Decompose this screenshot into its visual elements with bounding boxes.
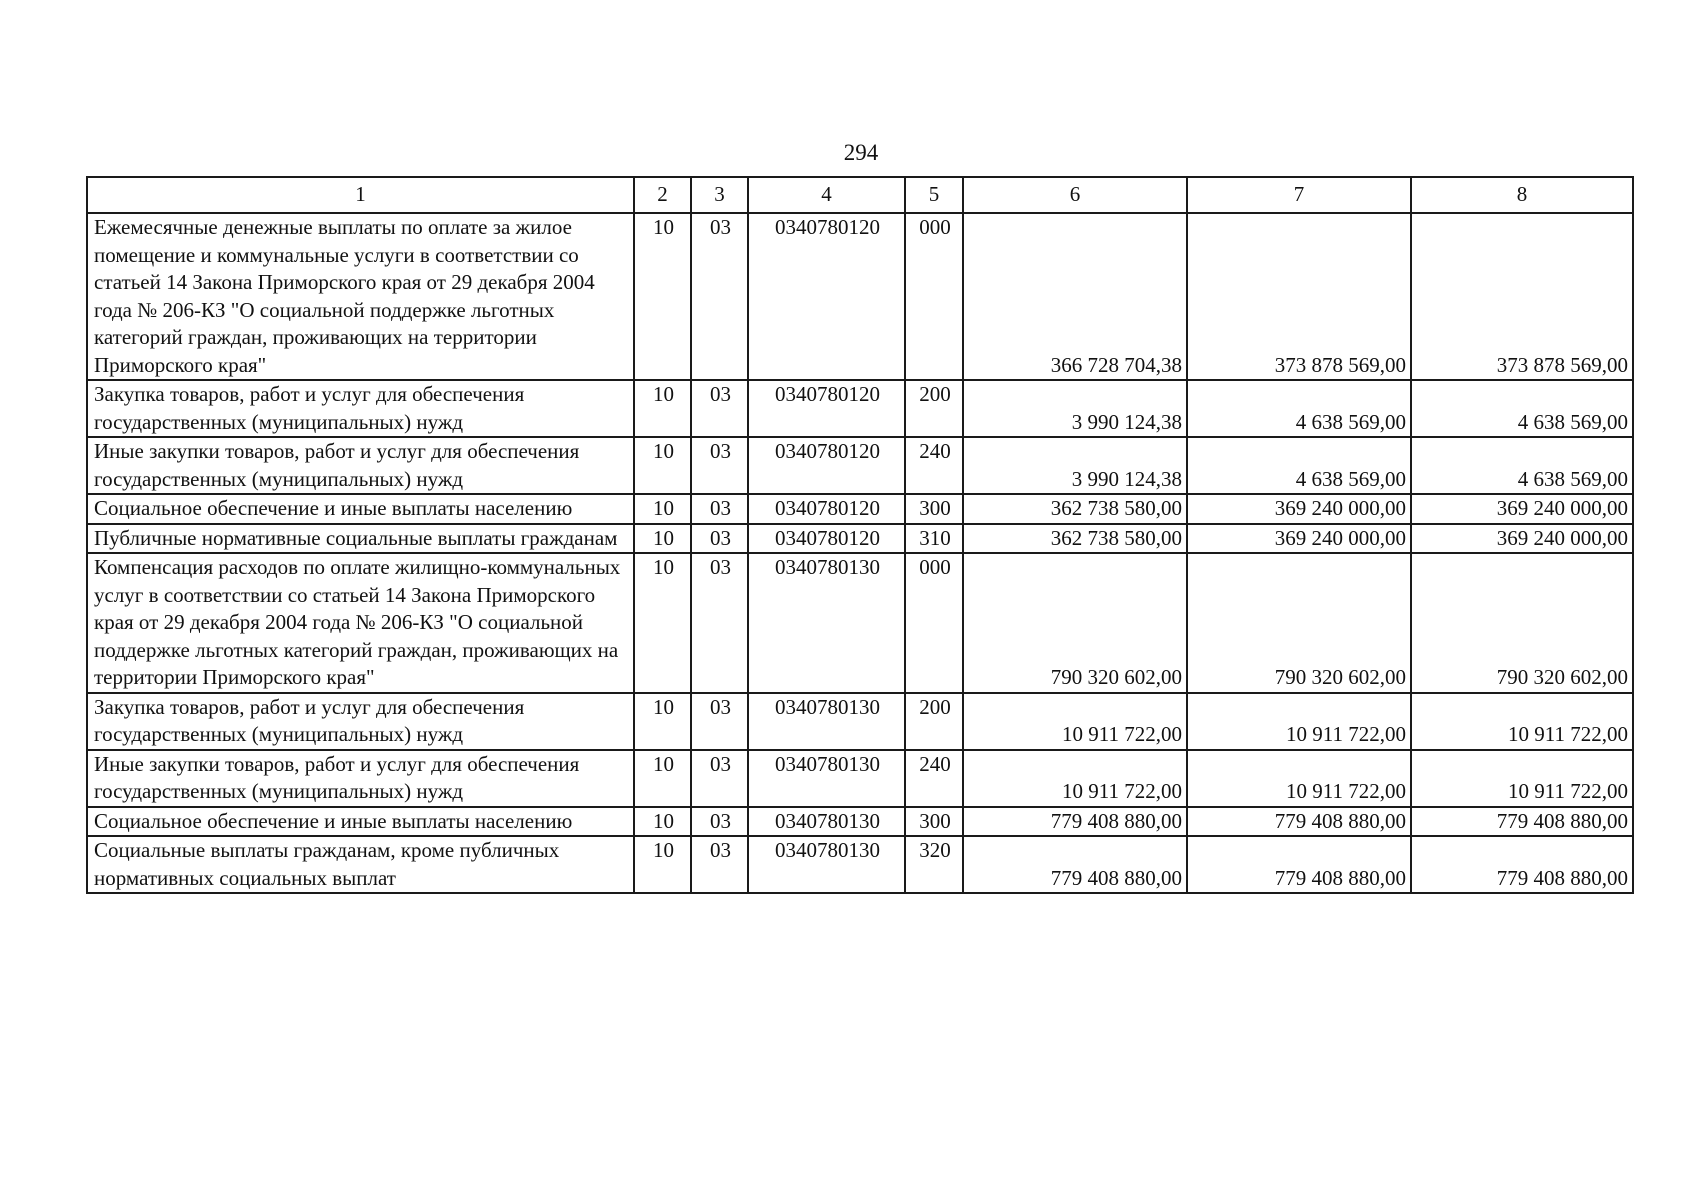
header-cell-2: 2 [634, 177, 691, 213]
table-row [87, 437, 1633, 494]
target-article-cell: 0340780130 [748, 836, 905, 893]
subsection-code-cell: 03 [691, 553, 748, 693]
table-row [87, 693, 1633, 750]
amount-cell-6: 3 990 124,38 [963, 380, 1187, 437]
header-cell-3: 3 [691, 177, 748, 213]
amount-cell-7: 790 320 602,00 [1187, 553, 1411, 693]
amount-cell-6: 366 728 704,38 [963, 213, 1187, 380]
row-name-cell: Социальное обеспечение и иные выплаты населению [87, 494, 634, 524]
section-code-cell: 10 [634, 553, 691, 693]
expense-type-cell: 320 [905, 836, 963, 893]
row-name-cell: Ежемесячные денежные выплаты по оплате за жилое помещение и коммунальные услуги в соответствии со статьей 14 Закона Приморского края от 29 декабря 2004 года № 206-КЗ "О социальной поддержке льготных категорий граждан, проживающих на территории Приморского края" [87, 213, 634, 380]
section-code-cell: 10 [634, 750, 691, 807]
amount-cell-7: 4 638 569,00 [1187, 437, 1411, 494]
expense-type-cell: 310 [905, 524, 963, 554]
section-code-cell: 10 [634, 836, 691, 893]
row-name-cell: Социальные выплаты гражданам, кроме публичных нормативных социальных выплат [87, 836, 634, 893]
amount-cell-7: 4 638 569,00 [1187, 380, 1411, 437]
target-article-cell: 0340780130 [748, 807, 905, 837]
amount-cell-6: 10 911 722,00 [963, 750, 1187, 807]
amount-cell-8: 4 638 569,00 [1411, 380, 1633, 437]
header-cell-8: 8 [1411, 177, 1633, 213]
amount-cell-7: 779 408 880,00 [1187, 807, 1411, 837]
header-cell-6: 6 [963, 177, 1187, 213]
expense-type-cell: 000 [905, 553, 963, 693]
amount-cell-6: 3 990 124,38 [963, 437, 1187, 494]
expense-type-cell: 300 [905, 807, 963, 837]
expense-type-cell: 240 [905, 750, 963, 807]
amount-cell-8: 369 240 000,00 [1411, 524, 1633, 554]
target-article-cell: 0340780120 [748, 213, 905, 380]
amount-cell-8: 10 911 722,00 [1411, 693, 1633, 750]
section-code-cell: 10 [634, 437, 691, 494]
subsection-code-cell: 03 [691, 750, 748, 807]
amount-cell-7: 369 240 000,00 [1187, 494, 1411, 524]
section-code-cell: 10 [634, 693, 691, 750]
table-row [87, 524, 1633, 554]
section-code-cell: 10 [634, 494, 691, 524]
table-row [87, 836, 1633, 893]
subsection-code-cell: 03 [691, 836, 748, 893]
table-row [87, 213, 1633, 380]
amount-cell-6: 779 408 880,00 [963, 836, 1187, 893]
section-code-cell: 10 [634, 807, 691, 837]
subsection-code-cell: 03 [691, 693, 748, 750]
target-article-cell: 0340780130 [748, 553, 905, 693]
header-row [87, 177, 1633, 213]
header-cell-1: 1 [87, 177, 634, 213]
expense-type-cell: 200 [905, 693, 963, 750]
subsection-code-cell: 03 [691, 437, 748, 494]
subsection-code-cell: 03 [691, 524, 748, 554]
subsection-code-cell: 03 [691, 807, 748, 837]
amount-cell-8: 4 638 569,00 [1411, 437, 1633, 494]
amount-cell-7: 373 878 569,00 [1187, 213, 1411, 380]
section-code-cell: 10 [634, 524, 691, 554]
amount-cell-6: 362 738 580,00 [963, 494, 1187, 524]
budget-table [86, 176, 1634, 894]
target-article-cell: 0340780130 [748, 750, 905, 807]
page-number: 294 [843, 140, 879, 165]
header-cell-4: 4 [748, 177, 905, 213]
target-article-cell: 0340780130 [748, 693, 905, 750]
target-article-cell: 0340780120 [748, 437, 905, 494]
expense-type-cell: 200 [905, 380, 963, 437]
subsection-code-cell: 03 [691, 213, 748, 380]
row-name-cell: Иные закупки товаров, работ и услуг для обеспечения государственных (муниципальных) нужд [87, 750, 634, 807]
subsection-code-cell: 03 [691, 380, 748, 437]
row-name-cell: Публичные нормативные социальные выплаты гражданам [87, 524, 634, 554]
amount-cell-6: 10 911 722,00 [963, 693, 1187, 750]
amount-cell-8: 10 911 722,00 [1411, 750, 1633, 807]
row-name-cell: Закупка товаров, работ и услуг для обеспечения государственных (муниципальных) нужд [87, 380, 634, 437]
row-name-cell: Социальное обеспечение и иные выплаты населению [87, 807, 634, 837]
row-name-cell: Иные закупки товаров, работ и услуг для обеспечения государственных (муниципальных) нужд [87, 437, 634, 494]
amount-cell-7: 10 911 722,00 [1187, 750, 1411, 807]
target-article-cell: 0340780120 [748, 494, 905, 524]
expense-type-cell: 240 [905, 437, 963, 494]
table-row [87, 807, 1633, 837]
row-name-cell: Компенсация расходов по оплате жилищно-коммунальных услуг в соответствии со статьей 14 Закона Приморского края от 29 декабря 2004 года № 206-КЗ "О социальной поддержке льготных категорий граждан, проживающих на территории Приморского края" [87, 553, 634, 693]
table-row [87, 380, 1633, 437]
table-row [87, 494, 1633, 524]
table-row [87, 553, 1633, 693]
amount-cell-8: 779 408 880,00 [1411, 836, 1633, 893]
expense-type-cell: 000 [905, 213, 963, 380]
expense-type-cell: 300 [905, 494, 963, 524]
amount-cell-7: 779 408 880,00 [1187, 836, 1411, 893]
amount-cell-6: 779 408 880,00 [963, 807, 1187, 837]
section-code-cell: 10 [634, 213, 691, 380]
amount-cell-8: 779 408 880,00 [1411, 807, 1633, 837]
amount-cell-7: 10 911 722,00 [1187, 693, 1411, 750]
amount-cell-8: 369 240 000,00 [1411, 494, 1633, 524]
target-article-cell: 0340780120 [748, 524, 905, 554]
row-name-cell: Закупка товаров, работ и услуг для обеспечения государственных (муниципальных) нужд [87, 693, 634, 750]
amount-cell-6: 790 320 602,00 [963, 553, 1187, 693]
section-code-cell: 10 [634, 380, 691, 437]
amount-cell-6: 362 738 580,00 [963, 524, 1187, 554]
amount-cell-8: 373 878 569,00 [1411, 213, 1633, 380]
target-article-cell: 0340780120 [748, 380, 905, 437]
amount-cell-7: 369 240 000,00 [1187, 524, 1411, 554]
header-cell-7: 7 [1187, 177, 1411, 213]
subsection-code-cell: 03 [691, 494, 748, 524]
table-row [87, 750, 1633, 807]
header-cell-5: 5 [905, 177, 963, 213]
amount-cell-8: 790 320 602,00 [1411, 553, 1633, 693]
